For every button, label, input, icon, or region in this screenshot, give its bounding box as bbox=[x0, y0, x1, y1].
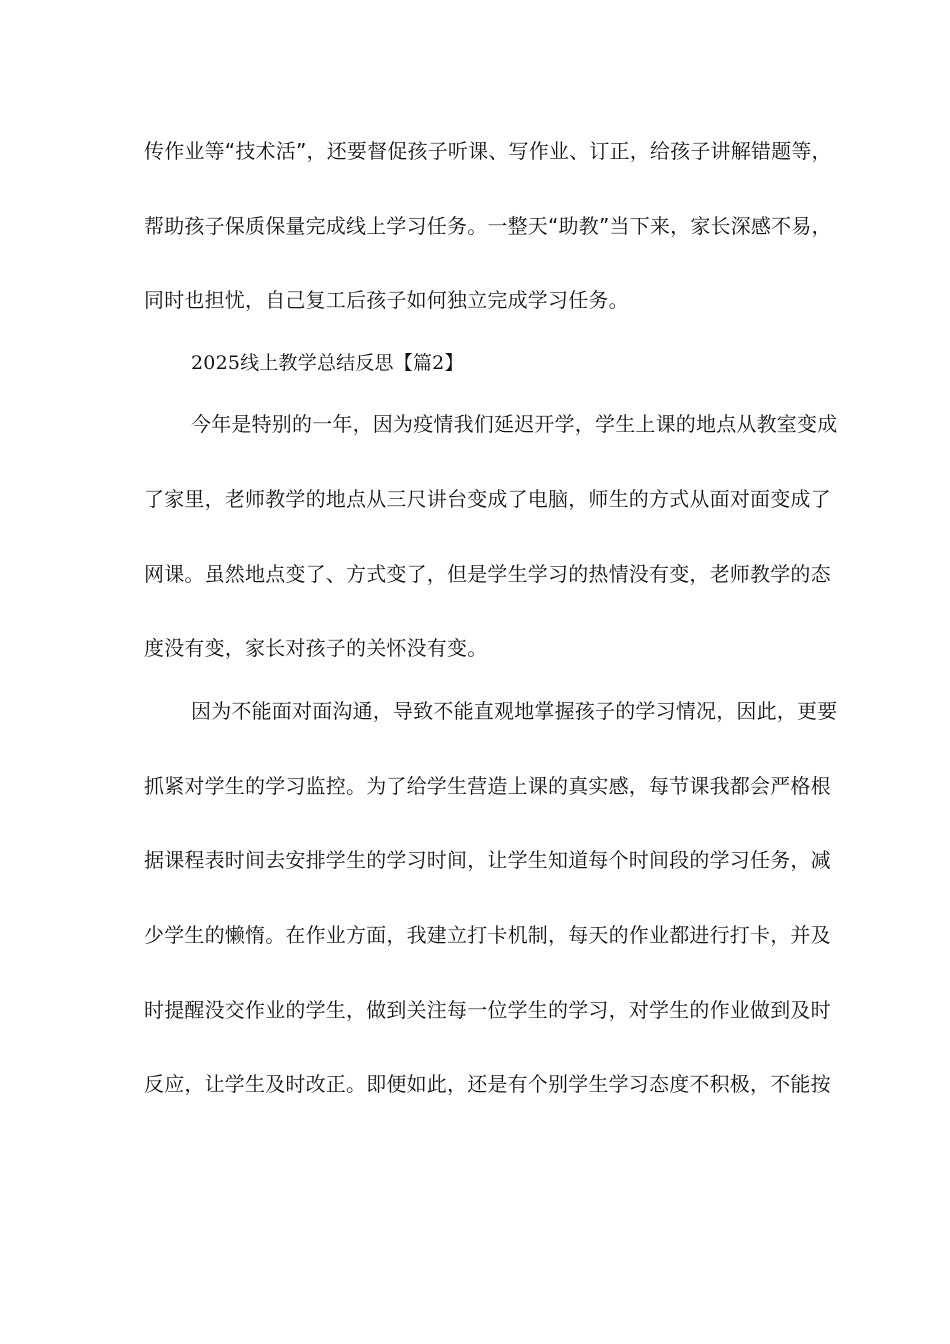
text-line: 据课程表时间去安排学生的学习时间，让学生知道每个时间段的学习任务，减 bbox=[144, 848, 831, 872]
text-line: 同时也担忧，自己复工后孩子如何独立完成学习任务。 bbox=[144, 288, 629, 312]
text-line: 了家里，老师教学的地点从三尺讲台变成了电脑，师生的方式从面对面变成了 bbox=[144, 487, 831, 511]
text-line: 因为不能面对面沟通，导致不能直观地掌握孩子的学习情况，因此，更要 bbox=[191, 699, 838, 723]
text-line: 反应，让学生及时改正。即便如此，还是有个别学生学习态度不积极，不能按 bbox=[144, 1072, 831, 1096]
text-line: 传作业等“技术活”，还要督促孩子听课、写作业、订正，给孩子讲解错题等， bbox=[144, 139, 832, 163]
section-heading: 2025线上教学总结反思【篇2】 bbox=[191, 352, 464, 374]
text-line: 时提醒没交作业的学生，做到关注每一位学生的学习，对学生的作业做到及时 bbox=[144, 998, 831, 1022]
text-line: 抓紧对学生的学习监控。为了给学生营造上课的真实感，每节课我都会严格根 bbox=[144, 774, 831, 798]
text-line: 少学生的懒惰。在作业方面，我建立打卡机制，每天的作业都进行打卡，并及 bbox=[144, 923, 831, 947]
text-line: 帮助孩子保质保量完成线上学习任务。一整天“助教”当下来，家长深感不易， bbox=[144, 214, 832, 238]
text-line: 今年是特别的一年，因为疫情我们延迟开学，学生上课的地点从教室变成 bbox=[191, 412, 838, 436]
text-line: 度没有变，家长对孩子的关怀没有变。 bbox=[144, 636, 488, 660]
text-line: 网课。虽然地点变了、方式变了，但是学生学习的热情没有变，老师教学的态 bbox=[144, 562, 831, 586]
